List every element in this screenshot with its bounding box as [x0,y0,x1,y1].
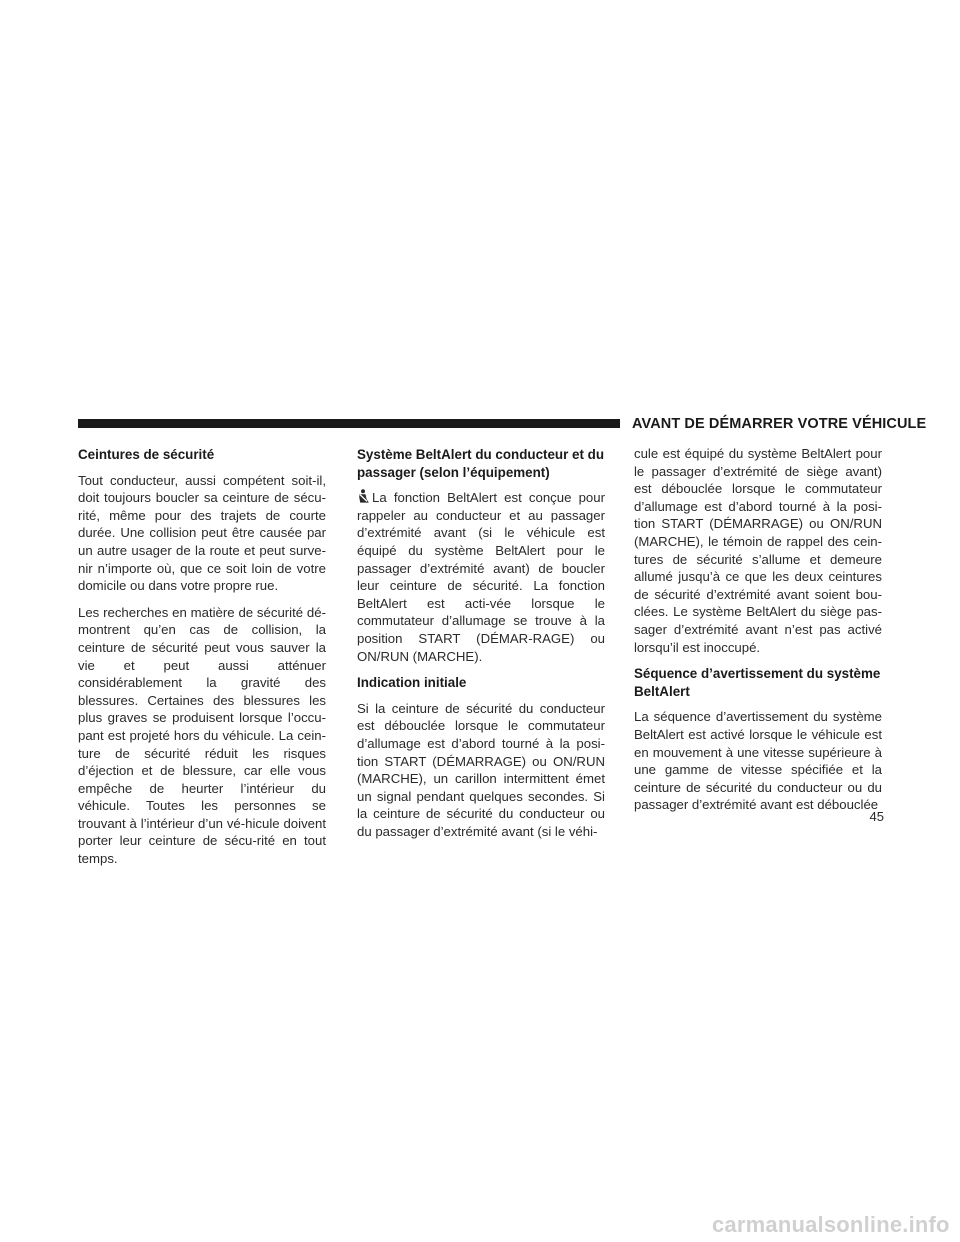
page-number: 45 [869,809,884,824]
warning-sequence-heading: Séquence d’avertissement du système BeltAlert [634,666,881,699]
seatbelts-paragraph-1: Tout conducteur, aussi compétent soit-il, doit toujours boucler sa ceinture de sécu-rité, même pour des trajets de courte durée. Une collision peut être causée par un autre usager de la route et peut surve-nir n’importe où, que ce soit loin de votre domicile ou dans votre propre rue. [78,472,326,594]
section-title: AVANT DE DÉMARRER VOTRE VÉHICULE [632,416,927,432]
initial-indication-heading: Indication initiale [357,675,467,691]
column-2 [357,446,605,849]
initial-indication-paragraph: Si la ceinture de sécurité du conducteur est débouclée lorsque le commutateur d’allumage est d’abord tourné à la posi-tion START (DÉMARRAGE) ou ON/RUN (MARCHE), un carillon intermittent émet un signal pendant quelques secondes. Si la ceinture de sécurité du conducteur ou du passager d’extrémité avant (si le véhi- [357,700,605,839]
watermark: carmanualsonline.info [712,1212,950,1237]
beltalert-heading: Système BeltAlert du conducteur et du passager (selon l’équipement) [357,447,605,480]
warning-sequence-paragraph: La séquence d’avertissement du système BeltAlert est activé lorsque le véhicule est en mouvement à une vitesse supérieure à une gamme de vitesse spécifiée et la ceinture de sécurité du conducteur ou du passager d’extrémité avant est débouclée [634,709,882,813]
seatbelts-heading: Ceintures de sécurité [78,447,215,462]
column-3 [634,446,882,823]
continued-paragraph: cule est équipé du système BeltAlert pour le passager d’extrémité de siège avant) est débouclée lorsque le commutateur d’allumage est d’abord tourné à la posi-tion START (DÉMARRAGE) ou ON/RUN (MARCHE), le témoin de rappel des cein-tures de sécurité s’allume et demeure allumé jusqu’à ce que les deux ceintures de sécurité d’extrémité avant soient bou-clées. Le système BeltAlert du siège pas-sager d’extrémité avant n’est pas activé lorsqu’il est inoccupé. [634,446,882,655]
seatbelts-paragraph-2: Les recherches en matière de sécurité dé-montrent qu’en cas de collision, la ceinture de sécurité peut vous sauver la vie et peut aussi atténuer considérablement la gravité des blessures. Certaines des blessures les plus graves se produisent lorsque l’occu-pant est projeté hors du véhicule. La cein-ture de sécurité réduit les risques d’éjection et de blessure, car elle vous empêche de heurter l’intérieur du véhicule. Toutes les personnes se trouvant à l’intérieur d’un vé-hicule doivent porter leur ceinture de sécu-rité en tout temps. [78,604,326,867]
beltalert-intro-text: La fonction BeltAlert est conçue pour rappeler au conducteur et au passager d’extrémité avant (si le véhicule est équipé du système BeltAlert pour le passager d’extrémité avant) de boucler leur ceinture de sécurité. La fonction BeltAlert est acti-vée lorsque le commutateur d’allumage se trouve à la position START (DÉMAR-RAGE) ou ON/RUN (MARCHE). [357,490,605,664]
column-1 [78,446,326,877]
seatbelt-warning-icon [357,489,371,503]
beltalert-intro-paragraph [357,489,605,665]
header-rule [78,419,620,428]
